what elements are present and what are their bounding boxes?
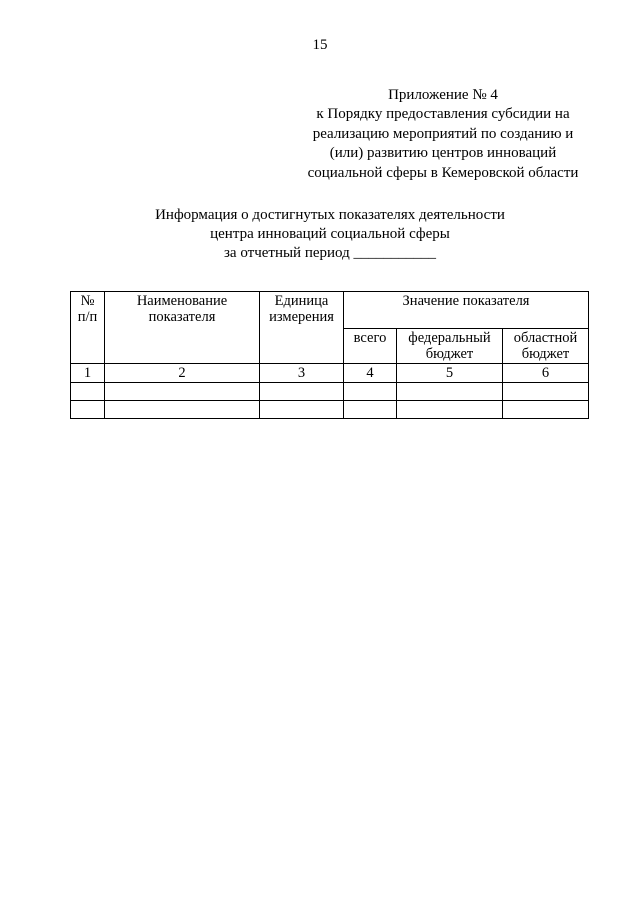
column-number: 1 <box>71 364 105 383</box>
table-cell <box>260 401 344 419</box>
appendix-line: (или) развитию центров инноваций <box>329 145 557 162</box>
column-number: 3 <box>260 364 344 383</box>
page-number: 15 <box>312 37 328 53</box>
table-cell <box>344 401 397 419</box>
column-number: 2 <box>105 364 260 383</box>
title-line: Информация о достигнутых показателях деятельности <box>155 207 505 223</box>
appendix-line: реализацию мероприятий по созданию и <box>312 125 574 142</box>
table-cell <box>71 401 105 419</box>
header-indicator-value: Значение показателя <box>344 292 589 329</box>
title-line: центра инноваций социальной сферы <box>210 226 450 242</box>
table-cell <box>503 383 589 401</box>
header-federal-budget: федеральный бюджет <box>397 329 503 364</box>
header-unit: Единица измерения <box>260 292 344 364</box>
reporting-period-line: за отчетный период ___________ <box>224 245 436 261</box>
table-cell <box>503 401 589 419</box>
header-indicator-name: Наименование показателя <box>105 292 260 364</box>
document-title <box>120 206 540 263</box>
column-number: 4 <box>344 364 397 383</box>
table-cell <box>105 383 260 401</box>
appendix-line: социальной сферы в Кемеровской области <box>307 164 579 181</box>
table-cell <box>260 383 344 401</box>
table-header-row <box>71 292 589 329</box>
appendix-line: к Порядку предоставления субсидии на <box>316 106 570 123</box>
header-regional-budget: областной бюджет <box>503 329 589 364</box>
column-number-row <box>71 364 589 383</box>
table-row <box>71 401 589 419</box>
appendix-heading <box>302 86 584 183</box>
table-cell <box>397 401 503 419</box>
header-number: № п/п <box>71 292 105 364</box>
column-number: 6 <box>503 364 589 383</box>
table-cell <box>105 401 260 419</box>
table-row <box>71 383 589 401</box>
header-total: всего <box>344 329 397 364</box>
table-cell <box>344 383 397 401</box>
table-cell <box>397 383 503 401</box>
table-cell <box>71 383 105 401</box>
column-number: 5 <box>397 364 503 383</box>
indicators-table <box>70 291 589 419</box>
appendix-title: Приложение № 4 <box>388 87 498 103</box>
